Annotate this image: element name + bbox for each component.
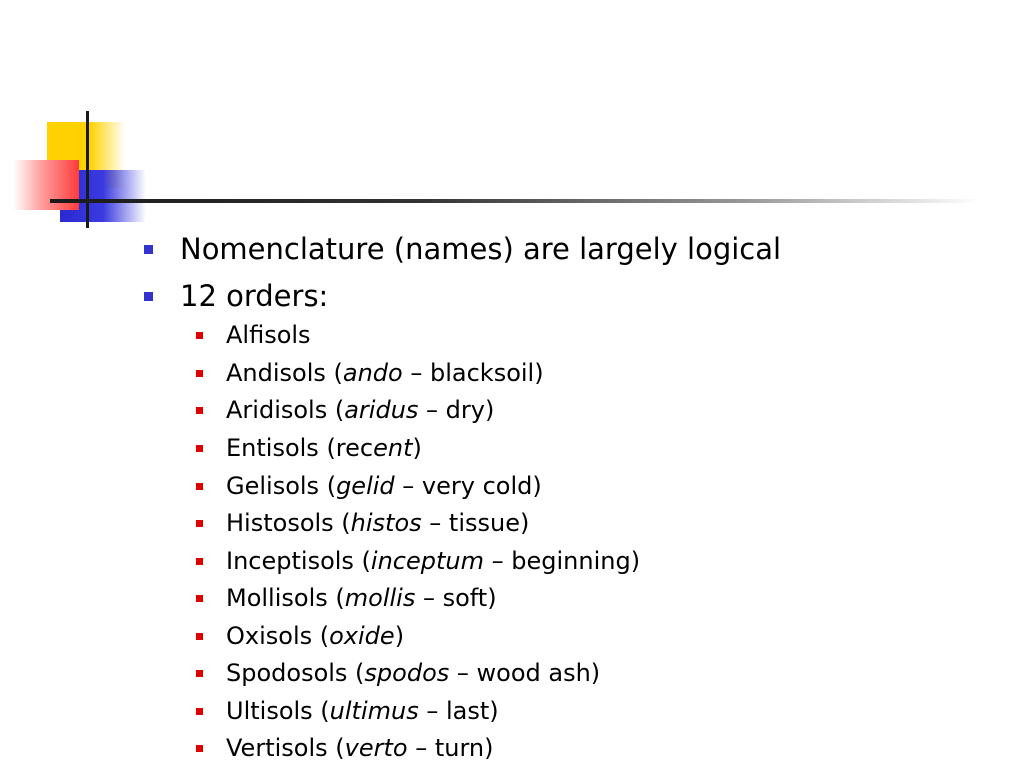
square-bullet-icon (196, 407, 203, 414)
order-item (196, 583, 497, 613)
square-bullet-icon (196, 708, 203, 715)
square-bullet-icon (196, 370, 203, 377)
order-text: Vertisols (verto – turn) (226, 734, 494, 762)
order-text: Andisols (ando – blacksoil) (226, 359, 544, 387)
order-text: Mollisols (mollis – soft) (226, 584, 497, 612)
order-text: Gelisols (gelid – very cold) (226, 472, 542, 500)
order-text: Spodosols (spodos – wood ash) (226, 659, 601, 687)
order-text: Aridisols (aridus – dry) (226, 396, 495, 424)
square-bullet-icon (196, 670, 203, 677)
order-item (196, 320, 311, 350)
vertical-rule (86, 111, 89, 228)
order-text: Ultisols (ultimus – last) (226, 697, 499, 725)
square-bullet-icon (144, 245, 153, 254)
square-bullet-icon (196, 558, 203, 565)
square-bullet-icon (196, 520, 203, 527)
bullet-text: Nomenclature (names) are largely logical (180, 232, 782, 266)
square-bullet-icon (196, 445, 203, 452)
title-underline (50, 199, 980, 203)
order-text: Entisols (recent) (226, 434, 422, 462)
order-text: Oxisols (oxide) (226, 622, 405, 650)
order-text: Inceptisols (inceptum – beginning) (226, 547, 641, 575)
order-text: Histosols (histos – tissue) (226, 509, 530, 537)
square-bullet-icon (196, 633, 203, 640)
square-bullet-icon (196, 595, 203, 602)
order-item (196, 696, 499, 726)
order-item (196, 433, 422, 463)
order-item (196, 546, 640, 576)
order-item (196, 621, 404, 651)
order-item (196, 508, 529, 538)
bullet-text: 12 orders: (180, 279, 329, 313)
order-item (196, 471, 542, 501)
order-item (196, 658, 600, 688)
order-item (196, 395, 494, 425)
bullet-item (144, 278, 328, 314)
square-bullet-icon (144, 292, 153, 301)
square-bullet-icon (196, 483, 203, 490)
title-decoration (0, 0, 1024, 240)
order-text: Alfisols (226, 321, 311, 349)
bullet-item (144, 231, 781, 267)
order-item (196, 358, 544, 388)
order-item (196, 733, 493, 763)
square-bullet-icon (196, 332, 203, 339)
square-bullet-icon (196, 745, 203, 752)
